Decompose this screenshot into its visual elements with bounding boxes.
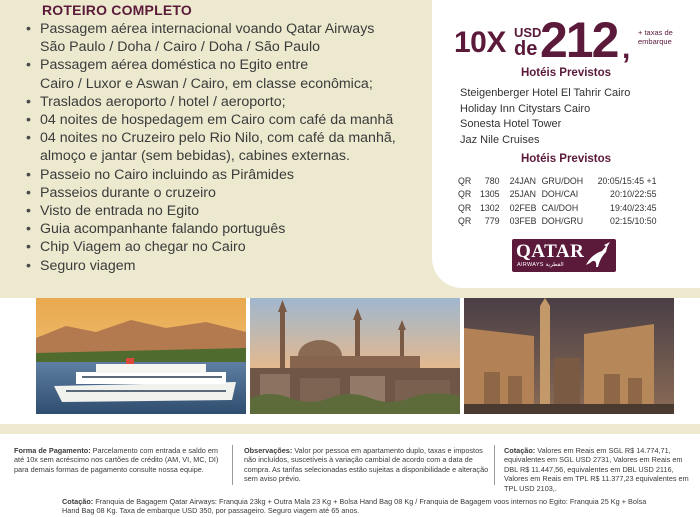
table-row: QR 780 24JAN GRU/DOH 20:05/15:45 +1 [458, 175, 657, 186]
nile-cruise-photo [36, 298, 246, 414]
bullet-icon: • [26, 203, 31, 220]
currency: USD [514, 25, 542, 40]
table-row: QR 1305 25JAN DOH/CAI 20:10/22:55 [458, 189, 657, 200]
list-item: Sonesta Hotel Tower [460, 118, 562, 130]
price-amount: 212 [540, 12, 618, 68]
list-item: • Chip Viagem ao chegar no Cairo [26, 239, 246, 256]
list-item: • Seguro viagem [26, 257, 136, 274]
list-item: • 04 noites de hospedagem em Cairo com café da manhã [26, 112, 394, 129]
baggage-note: Cotação: Franquia de Bagagem Qatar Airways: Franquia 23kg + Outra Mala 23 Kg + Bolsa Hand Bag 08 Kg / Franquia de Bagagem voos internos no Egito: Franquia 25 Kg + Bolsa Hand Bag 08 Kg. Taxa de embarque USD 350, por passageiro. Seguro viagem até 65 anos. [62, 497, 647, 516]
list-item: • Passagem aérea doméstica no Egito entre [26, 57, 309, 74]
bullet-icon: • [26, 93, 31, 110]
price-comma: , [622, 32, 631, 65]
cotacao-note: Cotação: Valores em Reais em SGL R$ 14.774,71, equivalentes em SGL USD 2731, Valores em Reais em DBL R$ 11.447,56, equivalentes em DBL USD 2116, Valores em Reais em TPL R$ 11.377,23 equivalentes em TPL USD 2103,. [504, 446, 689, 493]
list-item: Steigenberger Hotel El Tahrir Cairo [460, 87, 631, 99]
list-item: • Passagem aérea internacional voando Qatar Airways [26, 21, 375, 37]
luxor-temple-photo [464, 298, 674, 414]
list-item: • 04 noites no Cruzeiro pelo Rio Nilo, com café da manhã, [26, 130, 396, 147]
hotels-title: Hotéis Previstos [520, 67, 612, 79]
taxes-note: + taxas de embarque [638, 28, 673, 46]
flights-title: Hotéis Previstos [520, 153, 612, 165]
divider [494, 445, 495, 485]
list-item: Jaz Nile Cruises [460, 133, 540, 146]
qatar-airways-logo: QATAR AIRWAYS القطرية [512, 239, 616, 272]
bullet-icon: • [26, 221, 31, 238]
list-item: Cairo / Luxor e Aswan / Cairo, em classe econômica; [40, 75, 373, 92]
list-item: • Traslados aeroporto / hotel / aeroporto; [26, 93, 286, 110]
price-de: de [514, 38, 538, 60]
bullet-icon: • [26, 257, 31, 274]
list-item: • Passeio no Cairo incluindo as Pirâmides [26, 166, 294, 183]
payment-note: Forma de Pagamento: Parcelamento com entrada e saldo em até 10x sem acréscimo nos cartões de crédito (AM, VI, MC, DI) para demais formas de pagamento consulte nossa equipe. [14, 446, 219, 474]
installments: 10X [454, 26, 506, 59]
list-item: almoço e jantar (sem bebidas), cabines externas. [40, 148, 350, 165]
bullet-icon: • [26, 57, 31, 74]
list-item: • Passeios durante o cruzeiro [26, 184, 216, 201]
footer-band [0, 424, 700, 434]
bullet-icon: • [26, 166, 31, 183]
observations-note: Observações: Valor por pessoa em apartamento duplo, taxas e impostos não incluídos, suscetíveis à variação cambial de acordo com a data de compra. As tarifas selecionadas estão sujeitas a disponibilidade e alteração sem aviso prévio. [244, 446, 489, 484]
table-row: QR 1302 02FEB CAI/DOH 19:40/23:45 [458, 202, 657, 213]
list-item: Holiday Inn Citystars Cairo [460, 102, 591, 115]
roteiro-list [24, 20, 424, 275]
bullet-icon: • [26, 184, 31, 201]
list-item: • Guia acompanhante falando português [26, 221, 286, 238]
bullet-icon: • [26, 21, 31, 37]
divider [232, 445, 233, 485]
flights-table [458, 174, 657, 228]
bullet-icon: • [26, 112, 31, 129]
oryx-icon [582, 241, 612, 270]
list-item: São Paulo / Doha / Cairo / Doha / São Paulo [40, 39, 320, 56]
hotel-list [460, 86, 630, 148]
roteiro-title: ROTEIRO COMPLETO [42, 2, 192, 18]
bullet-icon: • [26, 130, 31, 147]
list-item: • Visto de entrada no Egito [26, 203, 200, 220]
bullet-icon: • [26, 239, 31, 256]
cairo-skyline-photo [250, 298, 460, 414]
table-row: QR 779 03FEB DOH/GRU 02:15/10:50 [458, 216, 657, 227]
